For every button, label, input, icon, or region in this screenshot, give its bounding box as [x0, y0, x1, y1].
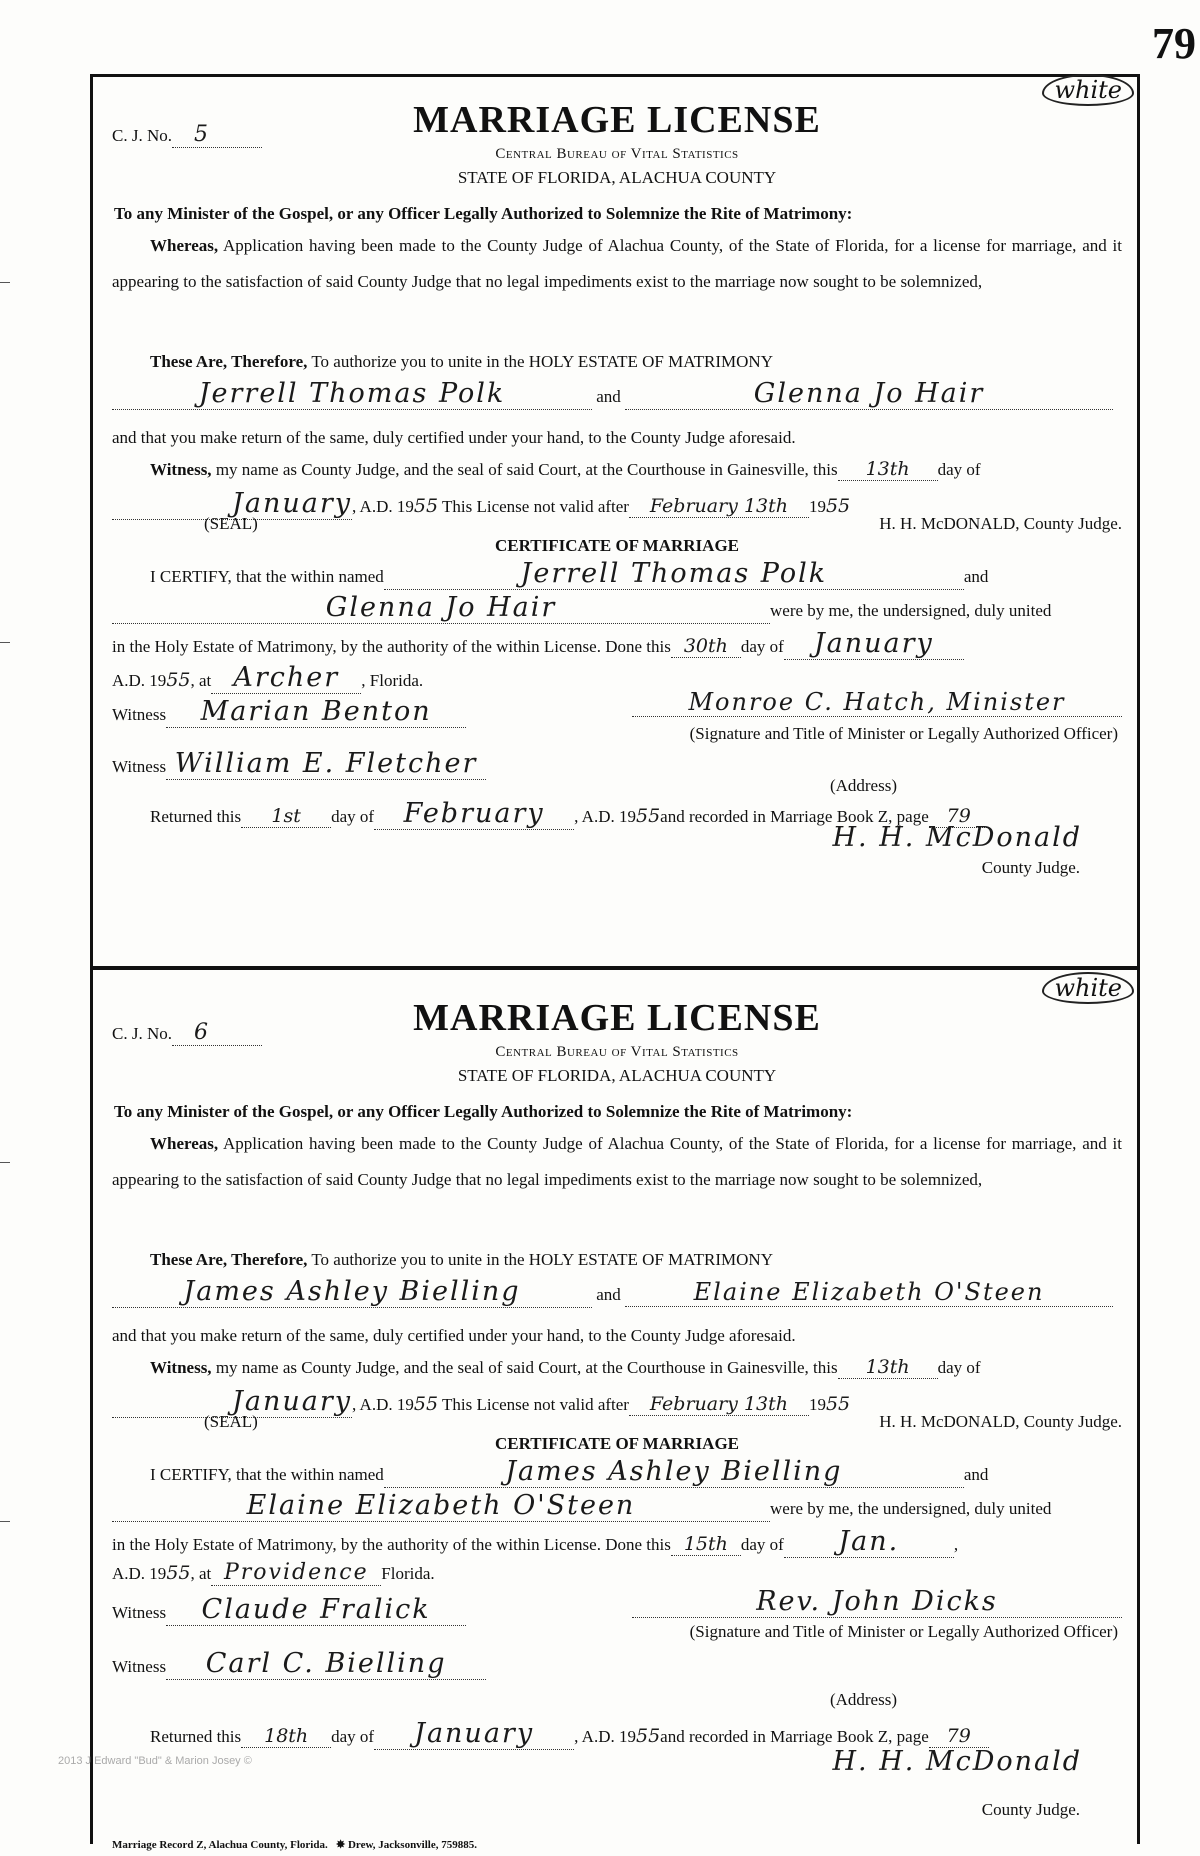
witness2-name: William E. Fletcher — [174, 748, 478, 779]
bureau-subtitle: Central Bureau of Vital Statistics — [495, 146, 739, 162]
these-text: To authorize you to unite in the HOLY ESTATE OF MATRIMONY — [311, 352, 773, 371]
at-label: , at — [190, 1564, 212, 1583]
witness-text: my name as County Judge, and the seal of said Court, at the Courthouse in Gainesville, this — [215, 1358, 838, 1377]
judge-signature-line — [833, 822, 1083, 853]
returned-text: Returned this — [150, 807, 242, 826]
witness1-line — [112, 696, 466, 728]
page-number: 79 — [1152, 19, 1196, 68]
certificate-title: CERTIFICATE OF MARRIAGE — [494, 536, 740, 555]
county-judge-label: County Judge. — [981, 858, 1080, 877]
certify-text: I CERTIFY, that the within named — [150, 1465, 384, 1484]
return-line: and that you make return of the same, duly certified under your hand, to the County Judge aforesaid. — [112, 428, 796, 447]
authorize-line — [150, 352, 773, 372]
color-mark: white — [1042, 74, 1134, 106]
license-title: MARRIAGE LICENSE — [413, 997, 821, 1039]
license-title: MARRIAGE LICENSE — [413, 99, 821, 141]
returned-month: February — [403, 798, 545, 829]
state-county: STATE OF FLORIDA, ALACHUA COUNTY — [457, 168, 777, 187]
certificate-title: CERTIFICATE OF MARRIAGE — [494, 1434, 740, 1453]
couple-line — [112, 378, 1122, 410]
cert-bride-line — [112, 592, 1122, 624]
expiry-year: 55 — [825, 1393, 851, 1415]
printer-mark-icon: ✸ — [330, 1839, 346, 1851]
cert-groom-name: Jerrell Thomas Polk — [520, 558, 828, 589]
returned-day: 18th — [264, 1725, 309, 1747]
cj-number: 6 — [193, 1020, 210, 1045]
officiant-line — [632, 1586, 1122, 1618]
these-text: To authorize you to unite in the HOLY ESTATE OF MATRIMONY — [311, 1250, 773, 1269]
officiant-signature: Monroe C. Hatch, Minister — [688, 688, 1066, 716]
cert-bride-line — [112, 1490, 1122, 1522]
officiant-signature: Rev. John Dicks — [756, 1586, 998, 1617]
florida-label: , Florida. — [361, 671, 424, 690]
not-valid-text: This License not valid after — [442, 1395, 629, 1414]
whereas-lead: Whereas, — [150, 236, 219, 255]
issue-year: 55 — [413, 495, 439, 517]
color-mark: white — [1042, 972, 1134, 1004]
holy-estate-line: in the Holy Estate of Matrimony, by the authority of the within License. Done this 15th day of Jan. , — [112, 1526, 959, 1557]
witness-text: my name as County Judge, and the seal of said Court, at the Courthouse in Gainesville, this — [215, 460, 838, 479]
cj-label: C. J. No. — [112, 126, 172, 145]
returned-day: 1st — [271, 805, 301, 827]
witness2-name: Carl C. Bielling — [205, 1648, 447, 1679]
expiry-year-prefix: 19 — [808, 497, 826, 516]
book-page: 79 — [946, 805, 971, 827]
florida-label: Florida. — [381, 1564, 435, 1583]
ad-label: A.D. 19 — [112, 671, 167, 690]
witness1-name: Claude Fralick — [201, 1594, 431, 1625]
whereas-paragraph — [112, 1126, 1122, 1198]
address-caption: (Address) — [829, 1690, 897, 1709]
not-valid-text: This License not valid after — [442, 497, 629, 516]
holy-text: in the Holy Estate of Matrimony, by the authority of the within License. Done this — [112, 637, 671, 656]
copyright-watermark: 2013 J Edward "Bud" & Marion Josey © — [58, 1755, 252, 1767]
done-month: Jan. — [838, 1526, 900, 1557]
these-lead: These Are, Therefore, — [150, 352, 308, 371]
ad-label: A.D. 19 — [112, 1564, 167, 1583]
certify-line — [150, 1456, 1122, 1488]
returned-year: 55 — [635, 805, 661, 827]
done-day-of: day of — [740, 1535, 784, 1554]
cert-groom-name: James Ashley Bielling — [505, 1456, 843, 1487]
witness1-line — [112, 1594, 466, 1626]
printer-text: Drew, Jacksonville, 759885. — [347, 1839, 477, 1851]
done-year: 55 — [166, 669, 191, 691]
day-of: day of — [937, 1358, 981, 1377]
whereas-text: Application having been made to the County Judge of Alachua County, of the State of Florida, for a license for marriage, and it appearing to the satisfaction of said County Judge that no legal impediments exist to the marriage now sought to be solemnized, — [112, 1134, 1122, 1189]
whereas-paragraph — [112, 228, 1122, 300]
scan-edge-mark — [0, 1521, 10, 1522]
county-judge-label: County Judge. — [981, 1800, 1080, 1819]
marriage-place: Archer — [233, 662, 340, 693]
whereas-lead: Whereas, — [150, 1134, 219, 1153]
witness-lead: Witness, — [150, 460, 212, 479]
ad-prefix: , A.D. 19 — [352, 1395, 414, 1414]
witness2-line — [112, 1648, 486, 1680]
done-day: 15th — [683, 1533, 728, 1555]
groom-name: James Ashley Bielling — [183, 1276, 521, 1307]
issue-month: January — [232, 1386, 352, 1417]
returned-ad-prefix: , A.D. 19 — [574, 807, 636, 826]
recorded-text: and recorded in Marriage Book Z, page — [660, 1727, 929, 1746]
done-year: 55 — [166, 1562, 191, 1584]
ad-prefix: , A.D. 19 — [352, 497, 414, 516]
day-of: day of — [937, 460, 981, 479]
scan-edge-mark — [0, 1162, 10, 1163]
returned-year: 55 — [635, 1725, 661, 1747]
signature-caption: (Signature and Title of Minister or Legally Authorized Officer) — [689, 1622, 1118, 1641]
issue-day: 13th — [865, 1356, 910, 1378]
judge-signature: H. H. McDonald — [832, 1746, 1082, 1777]
witness-line — [150, 458, 1122, 481]
issue-month: January — [232, 488, 352, 519]
scan-edge-mark — [0, 282, 10, 283]
bride-name: Glenna Jo Hair — [753, 378, 985, 409]
returned-day-of: day of — [331, 807, 375, 826]
judge-label: H. H. McDONALD, County Judge. — [879, 1412, 1122, 1431]
book-page: 79 — [946, 1725, 971, 1747]
seal-label: (SEAL) — [204, 1412, 258, 1431]
and-word: and — [596, 387, 621, 406]
returned-month: January — [414, 1718, 535, 1749]
judge-signature-line — [833, 1746, 1083, 1777]
seal-label: (SEAL) — [204, 514, 258, 533]
expiry-year: 55 — [825, 495, 851, 517]
united-text: were by me, the undersigned, duly united — [770, 601, 1052, 620]
cj-number: 5 — [193, 122, 210, 147]
witness2-line — [112, 748, 486, 780]
signature-caption: (Signature and Title of Minister or Legally Authorized Officer) — [689, 724, 1118, 743]
these-lead: These Are, Therefore, — [150, 1250, 308, 1269]
witness1-label: Witness — [112, 1603, 167, 1622]
witness-lead: Witness, — [150, 1358, 212, 1377]
authorize-line — [150, 1250, 773, 1270]
holy-estate-line — [112, 628, 964, 660]
witness1-label: Witness — [112, 705, 167, 724]
record-text: Marriage Record Z, Alachua County, Florida. — [112, 1839, 328, 1851]
witness-line — [150, 1356, 1122, 1379]
certify-line — [150, 558, 1122, 590]
return-line: and that you make return of the same, duly certified under your hand, to the County Judge aforesaid. — [112, 1326, 796, 1345]
whereas-text: Application having been made to the County Judge of Alachua County, of the State of Florida, for a license for marriage, and it appearing to the satisfaction of said County Judge that no legal impediments exist to the marriage now sought to be solemnized, — [112, 236, 1122, 291]
and-word: and — [596, 1285, 621, 1304]
returned-text: Returned this — [150, 1727, 242, 1746]
expiry-year-prefix: 19 — [808, 1395, 826, 1414]
place-line — [112, 1560, 435, 1586]
couple-line — [112, 1276, 1122, 1308]
at-label: , at — [190, 671, 212, 690]
judge-signature: H. H. McDonald — [832, 822, 1082, 853]
marriage-place: Providence — [223, 1560, 369, 1585]
holy-text: in the Holy Estate of Matrimony, by the authority of the within License. Done this — [112, 1535, 671, 1554]
cert-bride-name: Glenna Jo Hair — [325, 592, 557, 623]
bride-name: Elaine Elizabeth O'Steen — [693, 1278, 1045, 1306]
address-line: To any Minister of the Gospel, or any Officer Legally Authorized to Solemnize the Rite of Matrimony: — [114, 204, 853, 223]
expiry-date: February 13th — [649, 1393, 788, 1415]
recorded-text: and recorded in Marriage Book Z, page — [660, 807, 929, 826]
expiry-date: February 13th — [649, 495, 788, 517]
done-day-of: day of — [740, 637, 784, 656]
groom-name: Jerrell Thomas Polk — [198, 378, 506, 409]
issue-day: 13th — [865, 458, 910, 480]
cert-and-word: and — [963, 567, 989, 586]
judge-label: H. H. McDONALD, County Judge. — [879, 514, 1122, 533]
address-caption: (Address) — [829, 776, 897, 795]
license-divider — [90, 966, 1140, 970]
place-line — [112, 662, 423, 694]
united-text: were by me, the undersigned, duly united — [770, 1499, 1052, 1518]
address-line: To any Minister of the Gospel, or any Officer Legally Authorized to Solemnize the Rite of Matrimony: — [114, 1102, 853, 1121]
cert-bride-name: Elaine Elizabeth O'Steen — [246, 1490, 636, 1521]
state-county: STATE OF FLORIDA, ALACHUA COUNTY — [457, 1066, 777, 1085]
returned-ad-prefix: , A.D. 19 — [574, 1727, 636, 1746]
certify-text: I CERTIFY, that the within named — [150, 567, 384, 586]
bureau-subtitle: Central Bureau of Vital Statistics — [495, 1044, 739, 1060]
footer-record — [112, 1838, 477, 1851]
officiant-line — [632, 688, 1122, 717]
scan-edge-mark — [0, 642, 10, 643]
cj-label: C. J. No. — [112, 1024, 172, 1043]
issue-year: 55 — [413, 1393, 439, 1415]
witness2-label: Witness — [112, 757, 167, 776]
witness1-name: Marian Benton — [200, 696, 432, 727]
cert-and-word: and — [963, 1465, 989, 1484]
returned-day-of: day of — [331, 1727, 375, 1746]
witness2-label: Witness — [112, 1657, 167, 1676]
done-day: 30th — [683, 635, 728, 657]
done-month: January — [813, 628, 934, 659]
